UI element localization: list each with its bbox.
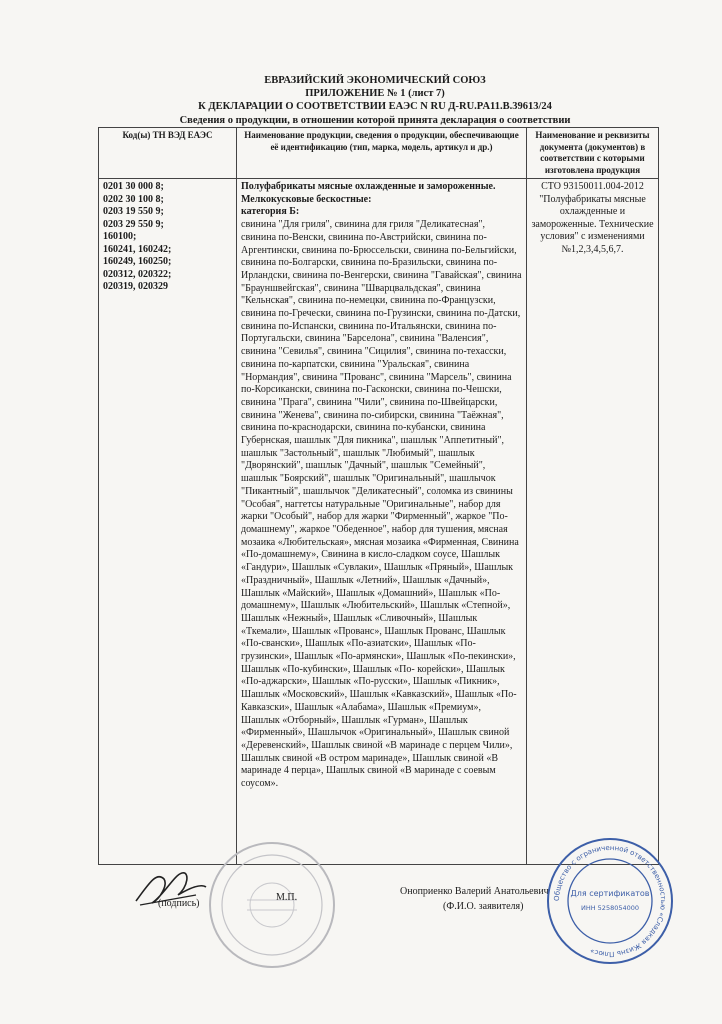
code-item: 020312, 020322; (103, 268, 172, 280)
stamp-center-text: Для сертификатов (570, 889, 650, 898)
company-stamp (545, 836, 675, 966)
seal-place-label: М.П. (276, 892, 298, 903)
applicant-name: Оноприенко Валерий Анатольевич (400, 886, 549, 897)
code-item: 0202 30 100 8; (103, 193, 164, 205)
product-info-title: Сведения о продукции, в отношении которой принята декларация о соответствии (179, 115, 571, 126)
code-item: 160249, 160250; (103, 256, 172, 267)
stamp-inn-text: ИНН 5258054000 (580, 904, 640, 912)
product-table (98, 127, 659, 865)
documents-cell (527, 179, 659, 865)
code-item: 0201 30 000 8; (103, 181, 164, 192)
table-header-row (99, 128, 659, 179)
table-row (99, 179, 659, 865)
company-seal-left (207, 840, 337, 970)
codes-column-header: Код(ы) ТН ВЭД ЕАЭС (99, 128, 237, 179)
documents-column-header: Наименование и реквизиты документа (документов) в соответствии с которыми изготовлена продукция (527, 128, 659, 179)
code-item: 0203 29 550 9; (103, 218, 164, 230)
appendix-title: ПРИЛОЖЕНИЕ № 1 (лист 7) (305, 88, 445, 99)
codes-cell (99, 179, 237, 865)
stamp-ring-text: Общество с ограниченной ответственностью «Сладкая Жизнь Плюс» (552, 843, 668, 959)
product-cell (237, 179, 527, 865)
product-category: категория Б: (241, 206, 300, 218)
code-item: 0203 19 550 9; (103, 206, 164, 217)
union-title: ЕВРАЗИЙСКИЙ ЭКОНОМИЧЕСКИЙ СОЮЗ (264, 75, 486, 86)
product-list: свинина "Для гриля", свинина для гриля "Деликатесная", свинина по-Венски, свинина по-Австрийски, свинина по-Аргентински, свинина по-Брюссельски, свинина по-Бельгийски, свинина по-Болгарски, свинина по-Бразильски, свинина по-Ирландски, свинина по-Венгерски, свинина "Гавайская", свинина "Брауншвейгская", свинина "Шварцвальдская", свинина "Кельнская", свинина по-немецки, свинина по-Французски, свинина по-Гречески, свинина по-Грузински, свинина по-Датски, свинина по-Испански, свинина по-Итальянски, свинина по-Португальски, свинина "Барселона", свинина "Валенсия", свинина "Севилья", свинина "Сицилия", свинина по-техасски, свинина по-карпатски, свинина "Уральская", свинина "Нормандия", свинина "Прованс", свинина "Марсель", свинина по-Корсикански, свинина по-Гасконски, свинина по-Чешски, свинина "Прага", свинина "Чили", свинина по-Швейцарски, свинина "Женева", свинина по-сибирски, свинина "Таёжная", свинина по-краснодарски, свинина по-кубански, свинина Губернская, шашлык "Для пикника", шашлык "Аппетитный", шашлык "Застольный", шашлык "Любимый", шашлык "Дворянский", шашлык "Дачный", шашлык "Семейный", шашлык "Боярский", шашлык "Оригинальный", шашлычок "Пикантный", шашлычок "Деликатесный", соломка из свинины "Особая", наггетсы натуральные "Оригинальные", набор для жарки "Особый", набор для жарки "Фирменный", жаркое "По-домашнему", жаркое "Обеденное", набор для тушения, мясная мозаика «Любительская», мясная мозаика «Фирменная, Свинина «По-домашнему», Свинина в кисло-сладком соусе, Шашлык «Гандури», Шашлык «Сувлаки», Шашлык «Пряный», Шашлык «Праздничный», Шашлык «Летний», Шашлык «Дачный», Шашлык «Майский», Шашлык «Домашний», Шашлык «По-домашнему», Шашлык «Любительский», Шашлык «Степной», Шашлык «Нежный», Шашлык «Сливочный», Шашлык «Ткемали», Шашлык «Прованс», Шашлык Прованс, Шашлык «По-свански», Шашлык «По-азиатски», Шашлык «По-грузински», Шашлык «По-армянски», Шашлык «По-пекински», Шашлык «По-кубински», Шашлык «По- корейски», Шашлык «По-аджарски», Шашлык «По-русски», Шашлык «Пикник», Шашлык «Московский», Шашлык «Кавказский», Шашлык «По-Кавказски», Шашлык «Алабама», Шашлык «Премиум», Шашлык «Отборный», Шашлык «Гурман», Шашлык «Фирменный», Шашлычок «Оригинальный», Шашлык свиной «Деревенский», Шашлык свиной «В маринаде с перцем Чили», Шашлык свиной «В остром маринаде», Шашлык свиной «В маринаде 4 перца», Шашлык свиной «В маринаде с соевым соусом». (241, 219, 522, 790)
code-item: 160100; (103, 231, 137, 242)
signature-label: (подпись) (158, 898, 200, 909)
product-subtitle: Мелкокусковые бескостные: (241, 193, 372, 205)
declaration-title: К ДЕКЛАРАЦИИ О СООТВЕТСТВИИ ЕАЭС N RU Д-RU.PA11.B.39613/24 (198, 101, 552, 112)
document-reference: СТО 93150011.004-2012 "Полуфабрикаты мясные охлажденные и замороженные. Технические условия" с изменениями №1,2,3,4,5,6,7. (531, 181, 654, 255)
product-title: Полуфабрикаты мясные охлажденные и замороженные. (241, 181, 496, 192)
product-column-header: Наименование продукции, сведения о продукции, обеспечивающие её идентификацию (тип, марка, модель, артикул и др.) (237, 128, 527, 179)
code-item: 020319, 020329 (103, 281, 168, 292)
applicant-name-label: (Ф.И.О. заявителя) (443, 901, 524, 912)
code-item: 160241, 160242; (103, 243, 172, 255)
